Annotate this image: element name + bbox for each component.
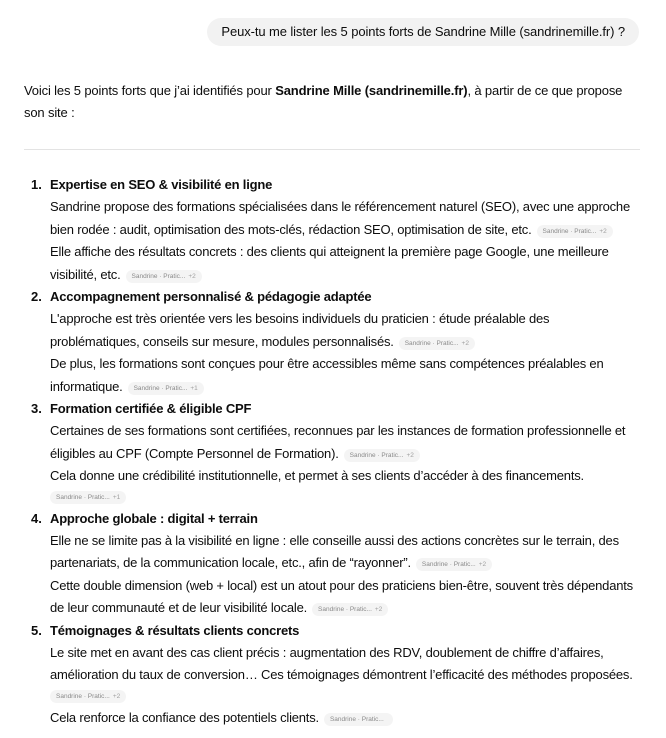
chip-count: +1	[190, 384, 198, 392]
point-paragraph	[50, 196, 640, 241]
point-paragraph	[50, 530, 640, 575]
chip-label: Sandrine · Pratic...	[318, 606, 372, 613]
user-message-bubble: Peux-tu me lister les 5 points forts de Sandrine Mille (sandrinemille.fr) ?	[207, 18, 639, 46]
source-citation-chip[interactable]	[128, 382, 204, 395]
paragraph-text: L'approche est très orientée vers les besoins individuels du praticien : étude préalable des problématiques, conseils sur mesure, modules personnalisés.	[50, 311, 550, 349]
point-paragraph	[50, 420, 640, 465]
chip-count: +2	[599, 227, 607, 235]
chip-label: Sandrine · Pratic...	[421, 561, 476, 568]
chip-count: +2	[478, 561, 487, 568]
point-item	[24, 286, 640, 398]
chip-count: +2	[112, 692, 121, 700]
paragraph-text: De plus, les formations sont conçues pour être accessibles même sans compétences préalables en informatique.	[50, 356, 604, 394]
chip-label: Sandrine · Pratic...	[349, 451, 404, 459]
source-citation-chip[interactable]	[312, 603, 388, 616]
point-paragraph	[50, 465, 640, 504]
point-title: Accompagnement personnalisé & pédagogie adaptée	[50, 289, 372, 304]
chip-label: Sandrine · Pratic...	[56, 692, 110, 700]
chip-label: Sandrine · Pratic...	[133, 384, 188, 392]
chip-label: Sandrine · Pratic...	[542, 227, 597, 235]
point-title: Approche globale : digital + terrain	[50, 510, 258, 526]
point-item	[24, 398, 640, 504]
assistant-answer	[24, 80, 640, 729]
source-citation-chip[interactable]	[399, 337, 475, 350]
point-paragraph	[50, 241, 640, 286]
chip-count: +2	[188, 272, 196, 280]
point-item	[24, 174, 640, 286]
source-citation-chip[interactable]	[324, 713, 393, 726]
chip-label: Sandrine · Pratic...	[131, 272, 186, 280]
source-citation-chip[interactable]	[50, 690, 126, 703]
point-number: 4.	[31, 510, 42, 526]
source-citation-chip[interactable]	[344, 449, 420, 462]
point-title: Témoignages & résultats clients concrets	[50, 622, 300, 638]
paragraph-text: Certaines de ses formations sont certifiées, reconnues par les instances de formation professionnelle et éligibles au CPF (Compte Personnel de Formation).	[50, 423, 626, 461]
intro-text: Voici les 5 points forts que j’ai identifiés pour	[24, 83, 276, 98]
intro-bold-subject: Sandrine Mille (sandrinemille.fr)	[275, 83, 468, 98]
chip-label: Sandrine · Pratic...	[56, 493, 110, 501]
point-item	[24, 508, 640, 620]
point-paragraph	[50, 353, 640, 398]
paragraph-text: Elle ne se limite pas à la visibilité en ligne : elle conseille aussi des actions concrètes sur le terrain, des partenariats, de la communication locale, etc., afin de “rayonner”.	[50, 532, 619, 570]
paragraph-text: Cette double dimension (web + local) est un atout pour des praticiens bien-être, souvent très dépendants de leur communauté et de leur visibilité locale.	[50, 577, 633, 615]
chip-label: Sandrine · Pratic...	[329, 715, 384, 723]
intro-text-end: , à partir de ce que propose son site :	[24, 83, 623, 120]
chip-count: +1	[112, 493, 121, 501]
source-citation-chip[interactable]	[416, 558, 492, 571]
user-message-row	[207, 18, 639, 46]
point-paragraph	[50, 308, 640, 353]
chip-label: Sandrine · Pratic...	[404, 339, 459, 347]
point-number: 2.	[31, 289, 42, 304]
point-number: 3.	[31, 401, 42, 416]
point-item	[24, 620, 640, 730]
point-title: Expertise en SEO & visibilité en ligne	[50, 177, 273, 192]
paragraph-text: Elle affiche des résultats concrets : des clients qui atteignent la première page Google, une meilleure visibilité, etc.	[50, 244, 609, 282]
paragraph-text: Le site met en avant des cas client précis : augmentation des RDV, doublement de chiffre d’affaires, amélioration du taux de conversion… Ces témoignages démontrent l’efficacité des méthodes proposées.	[50, 644, 633, 682]
point-paragraph	[50, 642, 640, 703]
paragraph-text: Sandrine propose des formations spécialisées dans le référencement naturel (SEO), avec une approche bien rodée : audit, optimisation des mots-clés, rédaction SEO, optimisation de site, etc.	[50, 199, 630, 237]
divider	[24, 149, 640, 150]
point-title: Formation certifiée & éligible CPF	[50, 401, 252, 416]
point-number: 1.	[31, 177, 42, 192]
points-list	[24, 174, 640, 729]
chip-count: +2	[374, 606, 383, 613]
source-citation-chip[interactable]	[126, 270, 202, 283]
point-paragraph	[50, 575, 640, 620]
source-citation-chip[interactable]	[50, 491, 126, 504]
paragraph-text: Cela donne une crédibilité institutionnelle, et permet à ses clients d’accéder à des financements.	[50, 468, 584, 483]
source-citation-chip[interactable]	[537, 225, 613, 238]
paragraph-text: Cela renforce la confiance des potentiels clients.	[50, 709, 319, 725]
point-paragraph	[50, 707, 640, 730]
chip-count: +2	[461, 339, 469, 347]
point-number: 5.	[31, 622, 42, 638]
answer-intro	[24, 80, 640, 124]
chip-count: +2	[406, 451, 414, 459]
